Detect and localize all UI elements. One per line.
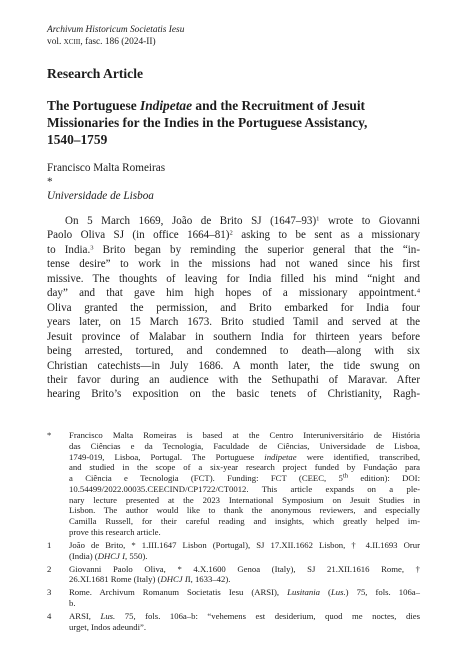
body-line	[47, 228, 420, 242]
footnote-line: 26.XI.1681 Rome (Italy) (DHCJ II, 1633–42).	[69, 574, 231, 585]
body-line	[47, 214, 420, 228]
footnote-line: Rome. Archivum Romanum Societatis Iesu (ARSI), Lusitania (Lus.) 75, fols. 106a–	[69, 587, 420, 598]
body-line-text: day” and that gave him high hopes of a missionary appointment.	[47, 287, 417, 300]
body-line-text: Brito began by reminding the superior general that the “in-	[93, 243, 420, 256]
journal-name: Archivum Historicum Societatis Iesu	[47, 25, 185, 35]
body-line	[47, 387, 420, 401]
body-line-text: asking to be sent as a missionary	[232, 229, 420, 242]
author-line	[47, 161, 165, 189]
title-line-2: Missionaries for the Indies in the Portuguese Assistancy,	[47, 115, 368, 130]
footnote-line: Lisbon. The author would like to thank the anonymous reviewers, and especially	[69, 505, 420, 516]
footnote-text	[69, 564, 420, 586]
footnote-mark: 3	[47, 587, 52, 598]
footnote	[47, 540, 420, 562]
footnote-ref[interactable]: 1	[316, 215, 320, 223]
footnote	[47, 430, 420, 538]
footnote-ref[interactable]: 3	[90, 244, 94, 252]
body-line-text: Oliva granted the permission, and Brito embarked for India four	[47, 301, 420, 314]
footnote-mark: 1	[47, 539, 52, 550]
footnote-line: João de Brito, * 1.III.1647 Lisbon (Portugal), SJ 17.XII.1662 Lisbon, † 4.II.1693 Orur	[69, 539, 420, 550]
author-footnote-mark: *	[47, 176, 53, 188]
footnote-mark: 4	[47, 611, 52, 622]
author-affiliation: Universidade de Lisboa	[47, 190, 154, 202]
footnote-text	[69, 611, 420, 633]
article-title	[47, 97, 407, 148]
body-line-text: their favor during an audience with the Sethupathi of Maravar. After	[47, 373, 420, 386]
author-name: Francisco Malta Romeiras	[47, 162, 166, 174]
footnote-line: 10.54499/2022.00035.CEECIND/CP1722/CT0012. This article expands on a ple-	[69, 483, 420, 494]
body-line-text: years later, on 15 March 1673. Brito studied Tamil and served at the	[47, 316, 420, 329]
title-line-1	[47, 97, 407, 114]
footnote-line: Giovanni Paolo Oliva, * 4.X.1600 Genoa (Italy), SJ 21.XII.1616 Rome, †	[69, 563, 420, 574]
body-line-text: being arrested, tortured, and condemned to death—along with six	[47, 345, 420, 358]
body-line-text: to India.	[47, 243, 91, 256]
body-line-text: Christian catechists—in July 1686. A month later, the tide swung on	[47, 359, 420, 372]
volume-numeral: xciii	[63, 36, 81, 47]
footnote	[47, 564, 420, 586]
footnote-line: and studied in the scope of a six-year research project funded by Fundação para	[69, 462, 420, 473]
body-line	[47, 301, 420, 315]
body-line-text: wrote to Giovanni	[319, 215, 420, 227]
footnote-mark: 2	[47, 563, 52, 574]
body-line	[47, 286, 420, 300]
body-line	[47, 373, 420, 387]
body-line-text: Jesuit province of Malabar in southern India for thirteen years before	[47, 330, 420, 343]
title-line-3: 1540–1759	[47, 132, 108, 147]
body-line	[47, 243, 420, 257]
footnotes	[47, 430, 420, 635]
footnote	[47, 587, 420, 609]
title-line-1-pre: The Portuguese	[47, 98, 140, 113]
body-line	[47, 344, 420, 358]
footnote-line: Camilla Russell, for their careful reading and insights, which greatly helped im-	[69, 516, 420, 526]
volume-prefix: vol.	[47, 36, 64, 47]
body-line	[47, 272, 420, 286]
footnote-line: nary lecture presented at the 2023 International Symposium on Jesuit Studies in	[69, 494, 420, 505]
body-line-text: hearing Brito’s exposition on the basic tenets of Christianity, Ragh-	[47, 388, 420, 401]
footnote-line: (India) (DHCJ I, 550).	[69, 550, 148, 561]
body-line	[47, 315, 420, 329]
footnote-text	[69, 587, 420, 609]
footnote	[47, 611, 420, 633]
footnote-line: b.	[69, 598, 76, 609]
volume-info	[47, 37, 184, 49]
body-line	[47, 330, 420, 344]
section-label: Research Article	[47, 66, 143, 81]
title-line-1-post: and the Recruitment of Jesuit	[192, 98, 366, 113]
footnote-line: 1749-019, Lisboa, Portugal. The Portuguese indipetae were identified, transcribed,	[69, 451, 420, 462]
footnote-line: prove this research article.	[69, 526, 161, 537]
footnote-text	[69, 430, 420, 538]
footnote-mark: *	[47, 430, 52, 440]
body-line	[47, 359, 420, 373]
footnote-line: urget, Indos adeundi”.	[69, 621, 147, 632]
footnote-ref[interactable]: 4	[416, 287, 420, 295]
body-line-text: On 5 March 1669, João de Brito SJ (1647–93)	[65, 215, 317, 227]
footnote-line: Francisco Malta Romeiras is based at the Centro Interuniversitário de História	[69, 430, 420, 440]
running-head	[47, 25, 184, 48]
footnote-line: ARSI, Lus. 75, fols. 106a–b: “vehemens est desiderium, quod me noctes, dies	[69, 611, 420, 622]
body-line	[47, 257, 420, 271]
footnote-text	[69, 540, 420, 562]
body-text	[47, 214, 420, 402]
body-line-text: Paolo Oliva SJ (in office 1664–81)	[47, 229, 230, 242]
body-line-text: tense desire” to work in the missions had not waned since his first	[47, 258, 420, 271]
footnote-ref[interactable]: 2	[229, 229, 233, 237]
title-italic-term: Indipetae	[139, 98, 193, 113]
footnote-line: das Ciências e da Tecnologia, Faculdade de Ciências, Universidade de Lisboa,	[69, 440, 420, 451]
body-line-text: missive. The thoughts of leaving for India filled his mind “night and	[47, 272, 420, 285]
author-block	[47, 161, 165, 203]
footnote-line: a Ciência e Tecnologia (FCT). Funding: FCT (CEEC, 5th edition): DOI:	[69, 472, 420, 483]
volume-suffix: , fasc. 186 (2024-II)	[80, 36, 156, 47]
